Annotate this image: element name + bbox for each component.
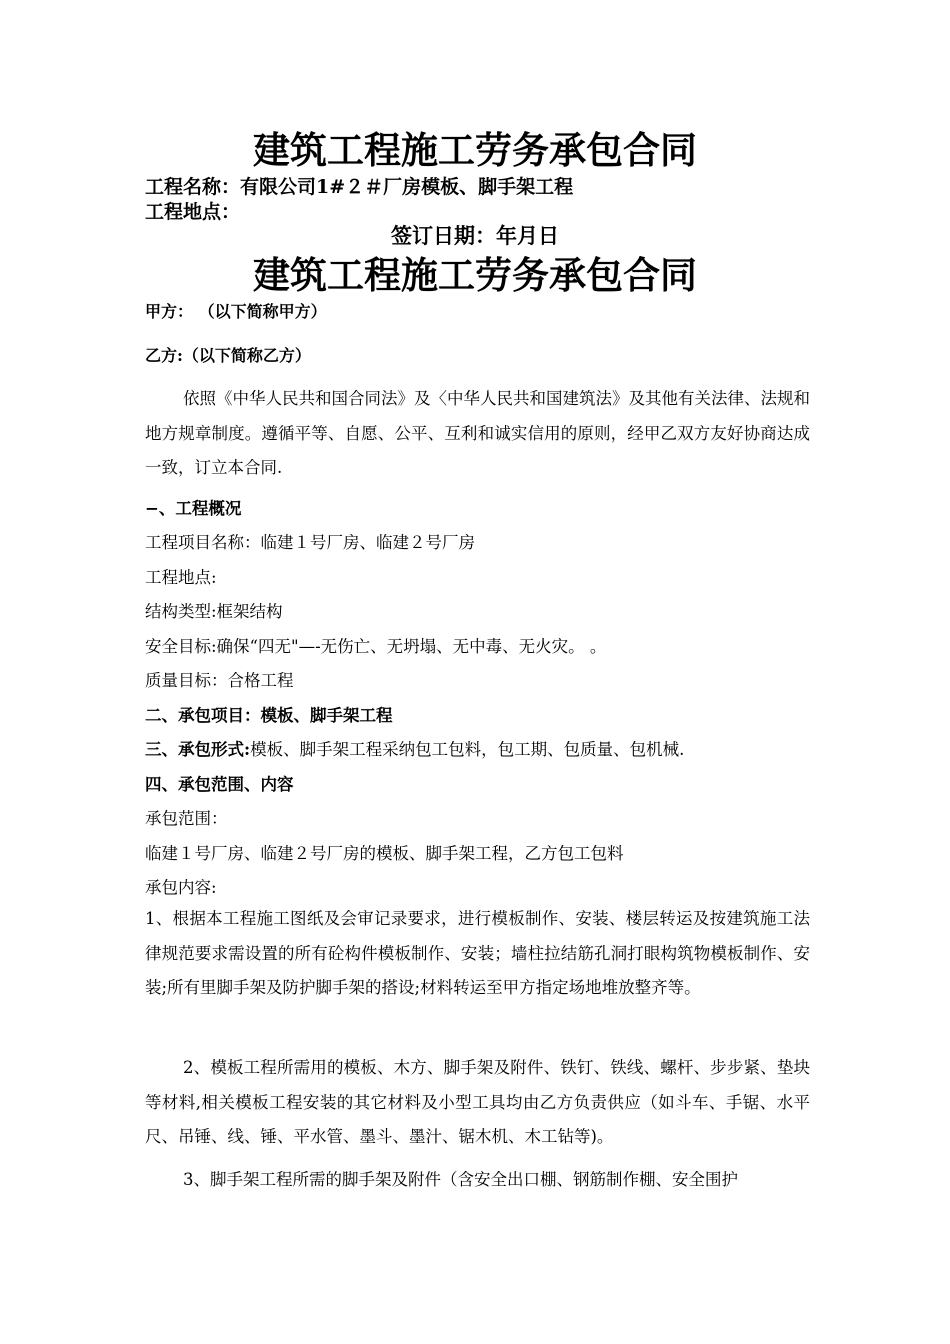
safety-goal: 安全目标:确保“四无"—-无伤亡、无坍塌、无中毒、无火灾。 。 <box>145 637 607 656</box>
content-item-3: 3、脚手架工程所需的脚手架及附件（含安全出口棚、钢筋制作棚、安全围护 <box>183 1170 738 1189</box>
project-name: 工程名称：有限公司1#２＃厂房模板、脚手架工程 <box>145 176 574 198</box>
party-a: 甲方： （以下简称甲方） <box>145 302 327 321</box>
project-location: 工程地点： <box>145 201 241 223</box>
scope-text: 临建１号厂房、临建２号厂房的模板、脚手架工程，乙方包工包料 <box>145 844 624 863</box>
section1-heading: −、工程概况 <box>145 499 242 518</box>
structure-type: 结构类型:框架结构 <box>145 602 283 621</box>
section3-heading: 三、承包形式: <box>145 740 251 759</box>
section3-text: 模板、脚手架工程采纳包工包料，包工期、包质量、包机械. <box>250 740 685 759</box>
party-b: 乙方:（以下简称乙方） <box>145 346 311 365</box>
quality-goal: 质量目标：合格工程 <box>145 671 294 690</box>
project-item-name: 工程项目名称：临建１号厂房、临建２号厂房 <box>145 533 475 552</box>
section4-heading: 四、承包范围、内容 <box>145 775 294 794</box>
content-label: 承包内容: <box>145 878 217 897</box>
sign-date: 签订日期：年月日 <box>391 223 559 248</box>
content-item-2: 2、模板工程所需用的模板、木方、脚手架及附件、铁钉、铁线、螺杆、步步紧、垫块等材料,相关模板工程安装的其它材料及小型工具均由乙方负责供应（如斗车、手锯、水平尺、吊锤、线、锤、平水管、墨斗、墨汁、锯木机、木工钻等)。 <box>145 1058 810 1146</box>
content-item-1: 1、根据本工程施工图纸及会审记录要求，进行模板制作、安装、楼层转运及按建筑施工法律规范要求需设置的所有砼构件模板制作、安装；墙柱拉结筋孔洞打眼构筑物模板制作、安装;所有里脚手架及防护脚手架的搭设;材料转运至甲方指定场地堆放整齐等。 <box>145 909 810 997</box>
cover-title: 建筑工程施工劳务承包合同 <box>253 128 697 172</box>
contract-title: 建筑工程施工劳务承包合同 <box>253 253 697 297</box>
scope-label: 承包范围： <box>145 809 228 828</box>
section2-heading: 二、承包项目：模板、脚手架工程 <box>145 706 393 725</box>
site-label: 工程地点: <box>145 568 217 587</box>
section3-line <box>145 739 684 761</box>
preamble-paragraph: 依照《中华人民共和国合同法》及〈中华人民共和国建筑法》及其他有关法律、法规和地方规章制度。遵循平等、自愿、公平、互利和诚实信用的原则，经甲乙双方友好协商达成一致，订立本合同. <box>145 389 810 477</box>
